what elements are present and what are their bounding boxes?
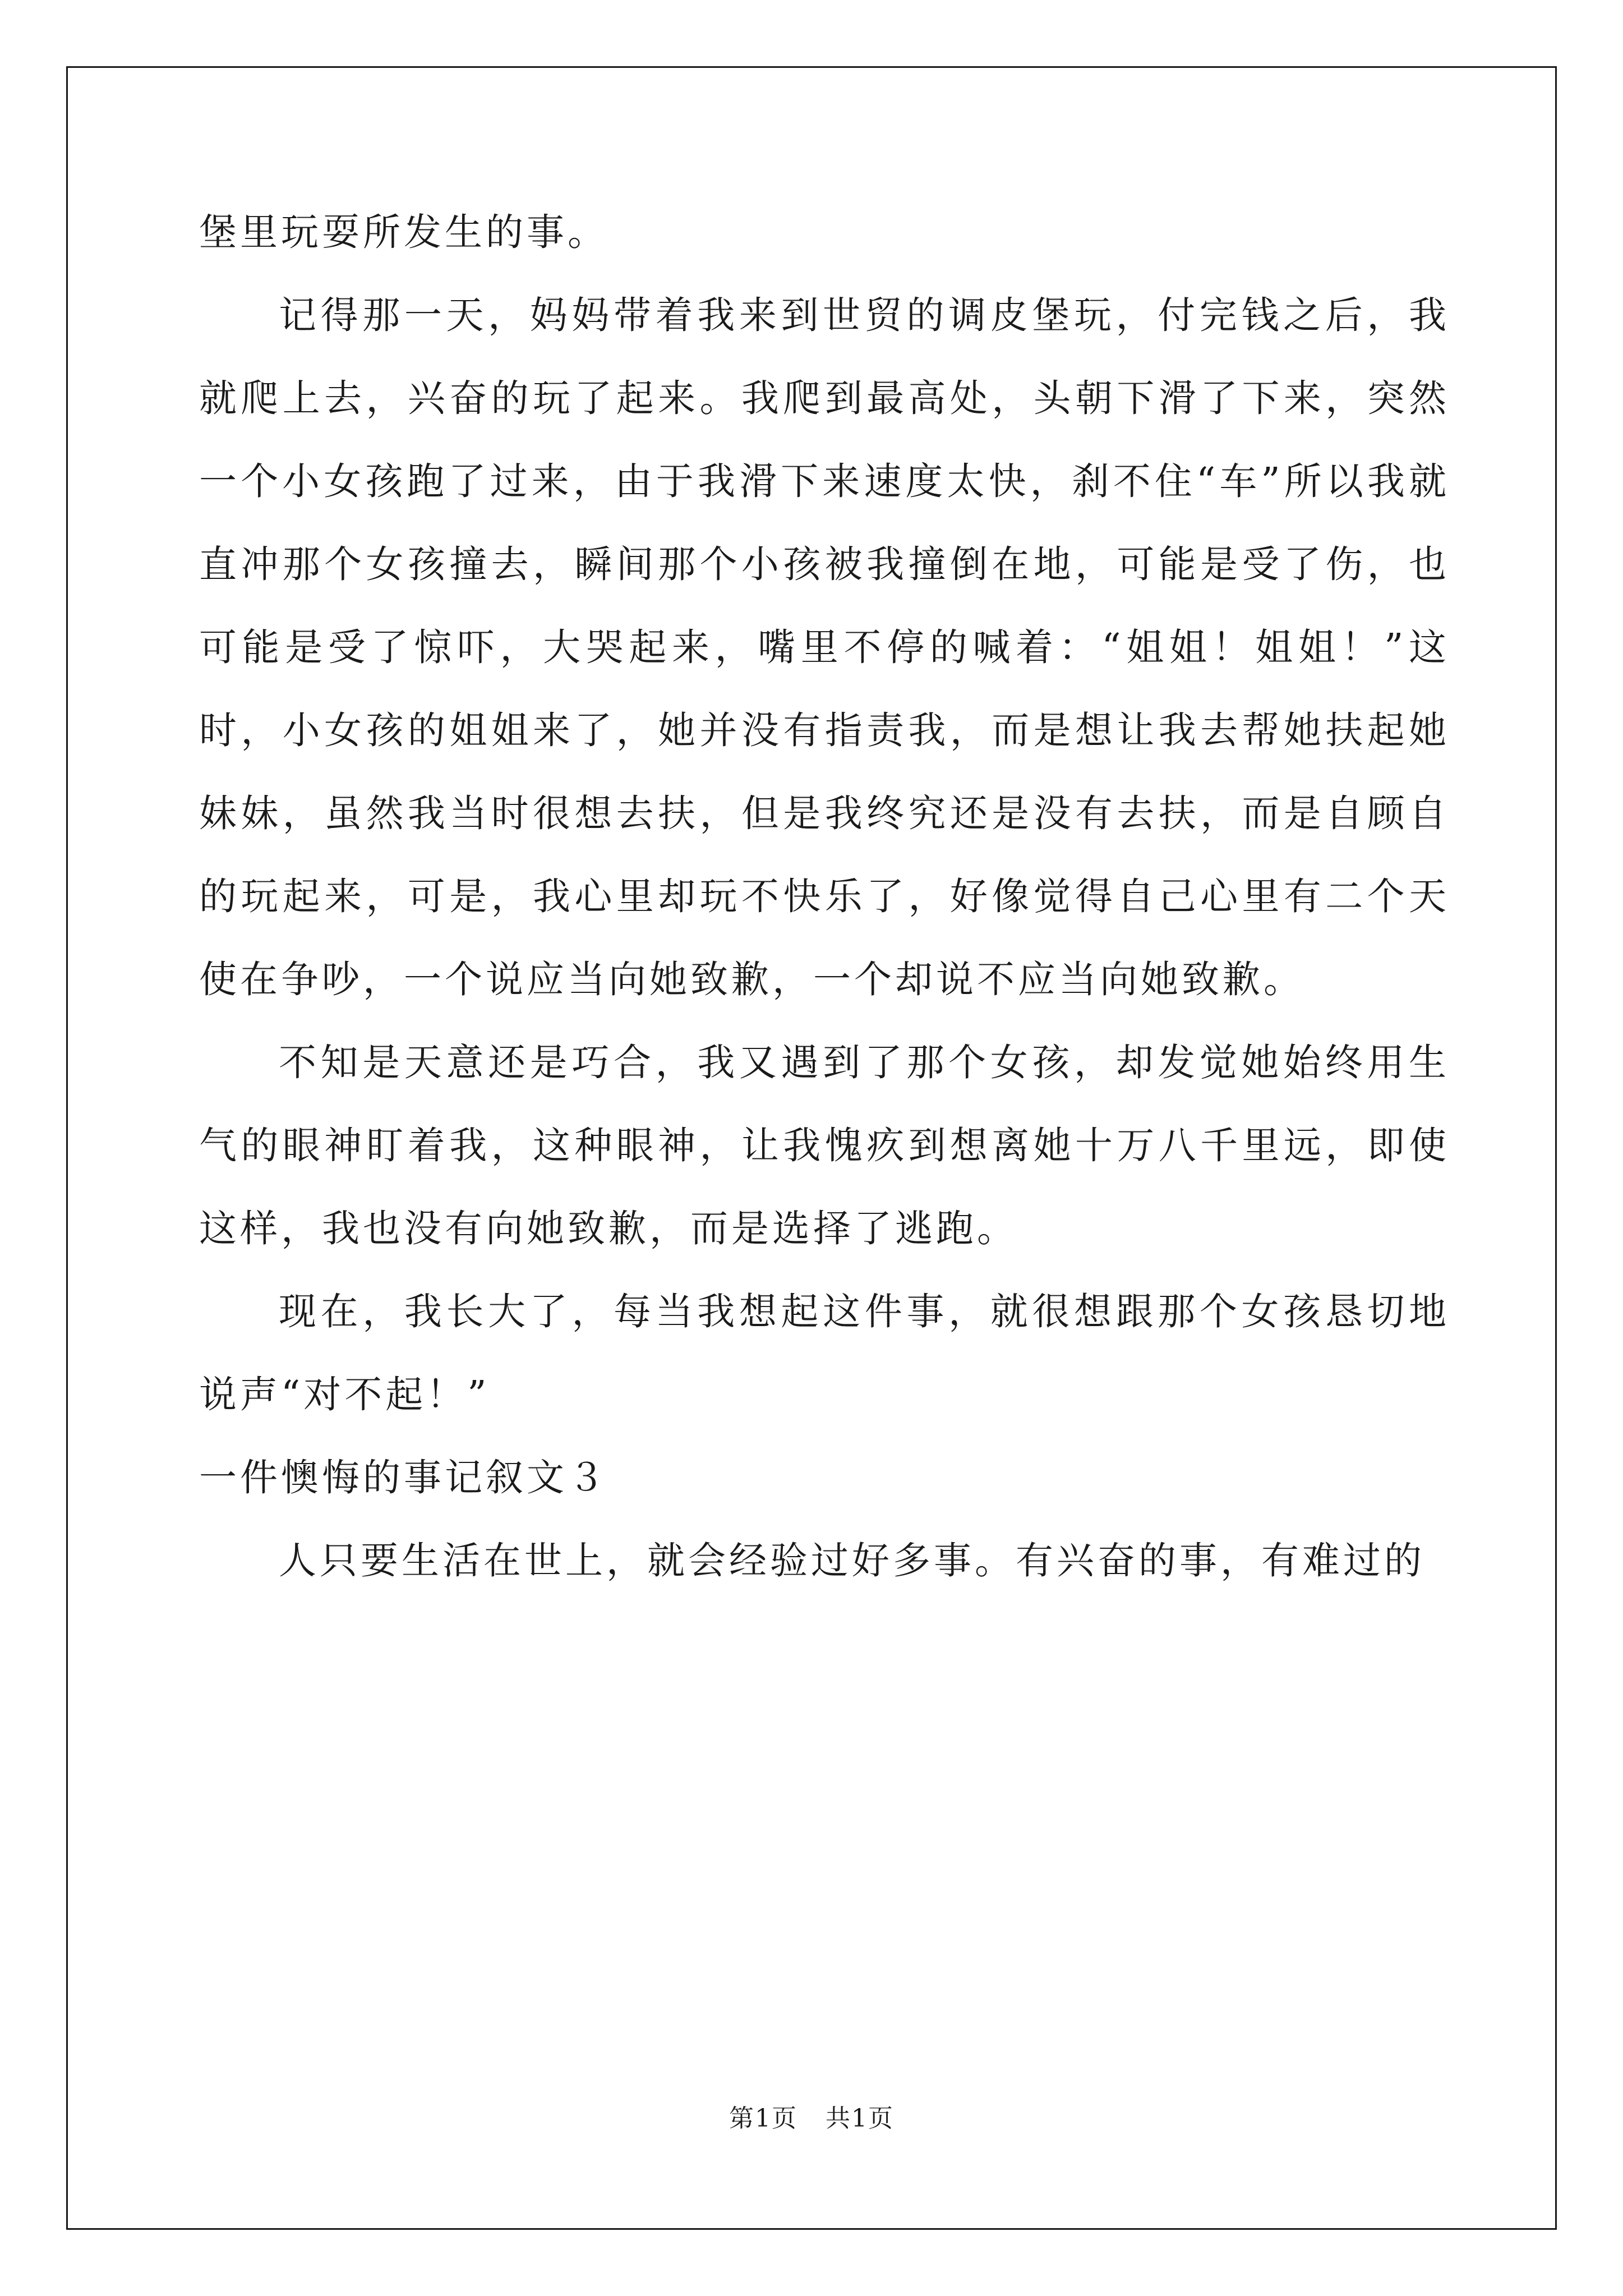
paragraph-2: 记得那一天，妈妈带着我来到世贸的调皮堡玩，付完钱之后，我就爬上去，兴奋的玩了起来。我爬到最高处，头朝下滑了下来，突然一个小女孩跑了过来，由于我滑下来速度太快，刹不住“车”所以我就直冲那个女孩撞去，瞬间那个小孩被我撞倒在地，可能是受了伤，也可能是受了惊吓，大哭起来，嘴里不停的喊着：“姐姐！姐姐！”这时，小女孩的姐姐来了，她并没有指责我，而是想让我去帮她扶起她妹妹，虽然我当时很想去扶，但是我终究还是没有去扶，而是自顾自的玩起来，可是，我心里却玩不快乐了，好像觉得自己心里有二个天使在争吵，一个说应当向她致歉，一个却说不应当向她致歉。: [199, 293, 1450, 1001]
page-number-total: 共1页: [826, 2104, 894, 2133]
paragraph-3: 不知是天意还是巧合，我又遇到了那个女孩，却发觉她始终用生气的眼神盯着我，这种眼神，让我愧疚到想离她十万八千里远，即使这样，我也没有向她致歉，而是选择了逃跑。: [199, 1041, 1450, 1250]
section-heading: 一件懊悔的事记叙文３: [199, 1456, 608, 1499]
paragraph-4: 现在，我长大了，每当我想起这件事，就很想跟那个女孩恳切地说声“对不起！”: [199, 1290, 1450, 1416]
page-number-current: 第1页: [729, 2104, 797, 2133]
document-body: [199, 191, 1450, 1602]
paragraph-5: 人只要生活在世上，就会经验过好多事。有兴奋的事，有难过的: [279, 1539, 1425, 1582]
paragraph-1: 堡里玩耍所发生的事。: [199, 210, 608, 254]
page-footer: [0, 2098, 1623, 2134]
